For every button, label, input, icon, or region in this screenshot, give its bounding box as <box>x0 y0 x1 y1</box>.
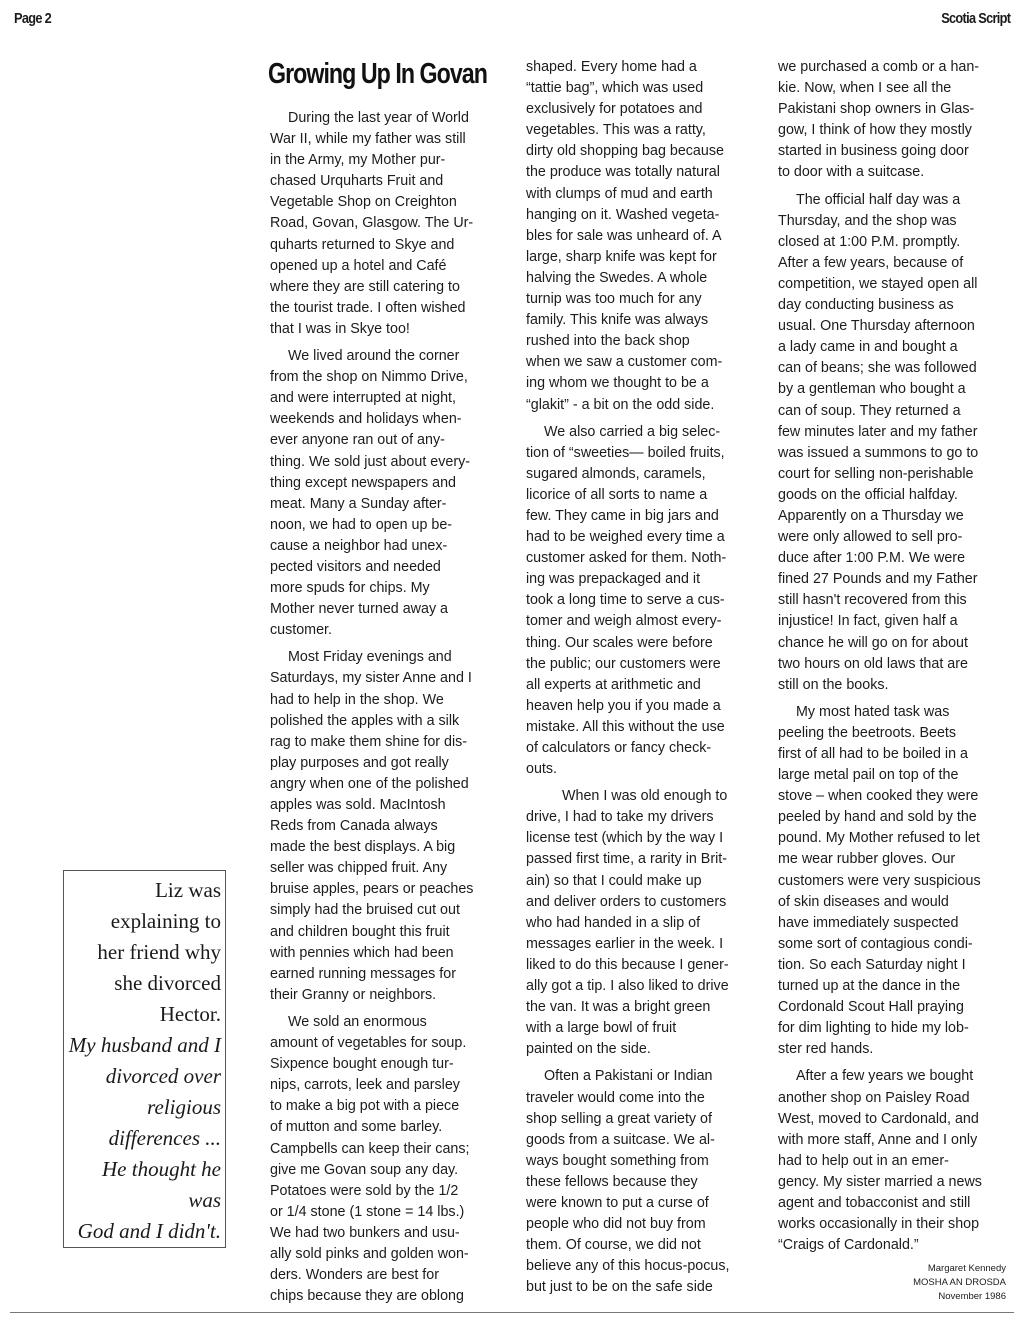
text-line: ders. Wonders are best for <box>270 1267 439 1284</box>
text-line: turned up at the dance in the <box>778 978 961 995</box>
text-line: some sort of contagious condi- <box>778 935 973 952</box>
text-line: of mutton and some barley. <box>270 1119 443 1136</box>
text-line: goods on the official halfday. <box>778 486 958 503</box>
text-line: that I was in Skye too! <box>270 320 410 337</box>
text-line: ways bought something from <box>526 1152 709 1169</box>
text-line: a lady came in and bought a <box>778 339 958 356</box>
text-line: was issued a summons to go to <box>778 444 979 461</box>
article-paragraph <box>270 647 502 1006</box>
text-line: tion. So each Saturday night I <box>778 956 966 973</box>
sidebar-line: My husband and I <box>68 1033 221 1057</box>
text-line: and were interrupted at night, <box>270 390 456 407</box>
article-paragraph <box>778 1066 1018 1256</box>
text-line: mistake. All this without the use <box>526 718 725 735</box>
text-line: for dim lighting to hide my lob- <box>778 1020 969 1037</box>
text-line: meat. Many a Sunday after- <box>270 495 447 512</box>
text-line: or 1/4 stone (1 stone = 14 lbs.) <box>270 1203 465 1220</box>
text-line: pound. My Mother refused to let <box>778 830 980 847</box>
text-line: passed first time, a rarity in Brit- <box>526 851 728 868</box>
text-line: Thursday, and the shop was <box>778 212 957 229</box>
text-line: shop selling a great variety of <box>526 1110 712 1127</box>
text-line: Potatoes were sold by the 1/2 <box>270 1182 459 1199</box>
text-line: me wear rubber gloves. Our <box>778 851 956 868</box>
text-line: vegetables. This was a ratty, <box>526 122 706 139</box>
text-line: still on the books. <box>778 676 889 693</box>
article-column-2 <box>526 57 761 1304</box>
bottom-rule <box>10 1312 1014 1313</box>
text-line: had to help out in an emer- <box>778 1152 949 1169</box>
text-line: ally sold pinks and golden won- <box>270 1245 469 1262</box>
text-line: the tourist trade. I often wished <box>270 299 466 316</box>
text-line: believe any of this hocus-pocus, <box>526 1258 730 1275</box>
text-line: We also carried a big selec- <box>544 423 721 440</box>
article-paragraph <box>526 1066 761 1298</box>
text-line: ally got a tip. I also liked to drive <box>526 978 729 995</box>
article-paragraph <box>526 422 761 781</box>
text-line: have immediately suspected <box>778 914 959 931</box>
text-line: Pakistani shop owners in Glas- <box>778 101 975 118</box>
text-line: Reds from Canada always <box>270 818 438 835</box>
page-number: Page 2 <box>14 10 52 27</box>
article-paragraph <box>778 57 1018 184</box>
text-line: Road, Govan, Glasgow. The Ur- <box>270 215 474 232</box>
sidebar-italic-text <box>68 1030 221 1247</box>
text-line: had to be weighed every time a <box>526 529 725 546</box>
text-line: customer asked for them. Noth- <box>526 550 727 567</box>
text-line: traveler would come into the <box>526 1089 705 1106</box>
text-line: agent and tobacconist and still <box>778 1194 971 1211</box>
text-line: rushed into the back shop <box>526 333 690 350</box>
article-column-3 <box>778 57 1018 1304</box>
text-line: still hasn't recovered from this <box>778 592 967 609</box>
byline-date: November 1986 <box>938 1291 1006 1303</box>
text-line: Often a Pakistani or Indian <box>544 1068 713 1085</box>
text-line: The official half day was a <box>796 191 961 208</box>
text-line: “glakit” - a bit on the odd side. <box>526 396 715 413</box>
text-line: the van. It was a bright green <box>526 999 711 1016</box>
text-line: “Craigs of Cardonald.” <box>778 1237 919 1254</box>
text-line: ing whom we thought to be a <box>526 375 709 392</box>
text-line: injustice! In fact, given half a <box>778 613 958 630</box>
text-line: ing was prepackaged and it <box>526 571 701 588</box>
text-line: “tattie bag”, which was used <box>526 80 704 97</box>
text-line: the public; our customers were <box>526 655 721 672</box>
text-line: West, moved to Cardonald, and <box>778 1110 979 1127</box>
text-line: tomer and weigh almost every- <box>526 613 722 630</box>
text-line: kie. Now, when I see all the <box>778 80 952 97</box>
text-line: two hours on old laws that are <box>778 655 968 672</box>
text-line: turnip was too much for any <box>526 291 702 308</box>
text-line: ster red hands. <box>778 1041 874 1058</box>
byline-source: MOSHA AN DROSDA <box>913 1277 1006 1289</box>
text-line: messages earlier in the week. I <box>526 935 724 952</box>
text-line: play purposes and got really <box>270 754 449 771</box>
text-line: We sold an enormous <box>288 1013 427 1030</box>
column-3-paragraphs <box>778 57 1018 1256</box>
sidebar-line: Liz was <box>155 878 221 902</box>
sidebar-line: explaining to <box>110 909 221 933</box>
text-line: were only allowed to sell pro- <box>778 529 963 546</box>
sidebar-line: her friend why <box>97 940 221 964</box>
text-line: and children bought this fruit <box>270 923 450 940</box>
text-line: when we saw a customer com- <box>526 354 723 371</box>
text-line: painted on the side. <box>526 1041 651 1058</box>
text-line: stove – when cooked they were <box>778 788 979 805</box>
text-line: people who did not buy from <box>526 1216 706 1233</box>
text-line: seller was chipped fruit. Any <box>270 860 448 877</box>
text-line: drive, I had to take my drivers <box>526 809 714 826</box>
text-line: licorice of all sorts to name a <box>526 486 708 503</box>
sidebar-roman-text <box>68 875 221 1030</box>
text-line: War II, while my father was still <box>270 131 466 148</box>
text-line: more spuds for chips. My <box>270 580 430 597</box>
article-paragraph <box>526 57 761 416</box>
text-line: Sixpence bought enough tur- <box>270 1056 454 1073</box>
text-line: duce after 1:00 P.M. We were <box>778 550 966 567</box>
text-line: and deliver orders to customers <box>526 893 727 910</box>
text-line: made the best displays. A big <box>270 839 456 856</box>
text-line: rag to make them shine for dis- <box>270 733 468 750</box>
text-line: peeled by hand and sold by the <box>778 809 977 826</box>
text-line: thing except newspapers and <box>270 474 456 491</box>
text-line: all experts at arithmetic and <box>526 676 701 693</box>
text-line: give me Govan soup any day. <box>270 1161 459 1178</box>
text-line: exclusively for potatoes and <box>526 101 703 118</box>
text-line: We lived around the corner <box>288 348 460 365</box>
text-line: During the last year of World <box>288 110 469 126</box>
text-line: sugared almonds, caramels, <box>526 465 706 482</box>
text-line: quharts returned to Skye and <box>270 236 455 253</box>
text-line: who had handed in a slip of <box>526 914 701 931</box>
text-line: day conducting business as <box>778 297 954 314</box>
text-line: opened up a hotel and Café <box>270 257 447 274</box>
text-line: hanging on it. Washed vegeta- <box>526 206 720 223</box>
text-line: Most Friday evenings and <box>288 649 452 666</box>
text-line: liked to do this because I gener- <box>526 956 729 973</box>
text-line: works occasionally in their shop <box>778 1216 980 1233</box>
text-line: polished the apples with a silk <box>270 712 460 729</box>
text-line: another shop on Paisley Road <box>778 1089 970 1106</box>
text-line: large, sharp knife was kept for <box>526 248 717 265</box>
text-line: by a gentleman who bought a <box>778 381 966 398</box>
byline-author: Margaret Kennedy <box>927 1263 1006 1275</box>
text-line: Apparently on a Thursday we <box>778 507 964 524</box>
article-paragraph <box>270 1012 502 1307</box>
sidebar-joke-box <box>63 870 226 1248</box>
text-line: chased Urquharts Fruit and <box>270 173 444 190</box>
text-line: simply had the bruised cut out <box>270 902 460 919</box>
text-line: of skin diseases and would <box>778 893 949 910</box>
text-line: court for selling non-perishable <box>778 465 974 482</box>
text-line: bles for sale was unheard of. A <box>526 227 722 244</box>
text-line: with clumps of mud and earth <box>526 185 713 202</box>
text-line: nips, carrots, leek and parsley <box>270 1077 460 1094</box>
text-line: When I was old enough to <box>562 788 728 805</box>
text-line: customers were very suspicious <box>778 872 981 889</box>
text-line: gow, I think of how they mostly <box>778 122 972 139</box>
sidebar-line: religious <box>147 1095 221 1119</box>
text-line: angry when one of the polished <box>270 775 469 792</box>
text-line: We had two bunkers and usu- <box>270 1224 460 1241</box>
sidebar-line: she divorced <box>114 971 221 995</box>
text-line: family. This knife was always <box>526 312 709 329</box>
text-line: we purchased a comb or a han- <box>778 59 980 75</box>
text-line: My most hated task was <box>796 703 950 720</box>
text-line: these fellows because they <box>526 1173 698 1190</box>
text-line: were known to put a curse of <box>526 1194 709 1211</box>
text-line: Cordonald Scout Hall praying <box>778 999 964 1016</box>
text-line: After a few years, because of <box>778 254 964 271</box>
text-line: few. They came in big jars and <box>526 507 719 524</box>
byline <box>778 1262 1018 1304</box>
sidebar-line: God and I didn't. <box>77 1219 221 1243</box>
text-line: to door with a suitcase. <box>778 164 925 181</box>
text-line: weekends and holidays when- <box>270 411 462 428</box>
text-line: Saturdays, my sister Anne and I <box>270 670 472 687</box>
article-paragraph <box>270 346 502 641</box>
text-line: where they are still catering to <box>270 278 460 295</box>
text-line: few minutes later and my father <box>778 423 978 440</box>
text-line: chips because they are oblong <box>270 1288 464 1305</box>
text-line: can of beans; she was followed <box>778 360 977 377</box>
text-line: pected visitors and needed <box>270 558 441 575</box>
text-line: took a long time to serve a cus- <box>526 592 725 609</box>
text-line: large metal pail on top of the <box>778 767 959 784</box>
text-line: ever anyone ran out of any- <box>270 432 445 449</box>
text-line: closed at 1:00 P.M. promptly. <box>778 233 961 250</box>
text-line: from the shop on Nimmo Drive, <box>270 369 468 386</box>
text-line: with a large bowl of fruit <box>526 1020 677 1037</box>
text-line: bruise apples, pears or peaches <box>270 881 474 898</box>
text-line: goods from a suitcase. We al- <box>526 1131 715 1148</box>
text-line: Mother never turned away a <box>270 601 449 618</box>
text-line: fined 27 Pounds and my Father <box>778 571 978 588</box>
text-line: earned running messages for <box>270 965 456 982</box>
publication-name: Scotia Script <box>940 10 1010 27</box>
text-line: dirty old shopping bag because <box>526 143 724 160</box>
text-line: competition, we stayed open all <box>778 275 978 292</box>
text-line: halving the Swedes. A whole <box>526 269 708 286</box>
text-line: shaped. Every home had a <box>526 59 697 75</box>
text-line: Vegetable Shop on Creighton <box>270 194 457 211</box>
article-paragraph <box>270 108 502 340</box>
text-line: with more staff, Anne and I only <box>778 1131 978 1148</box>
article-column-1 <box>270 108 502 1313</box>
text-line: ain) so that I could make up <box>526 872 702 889</box>
sidebar-line: divorced over <box>105 1064 221 1088</box>
text-line: usual. One Thursday afternoon <box>778 318 975 335</box>
text-line: cause a neighbor had unex- <box>270 537 448 554</box>
article-paragraph <box>526 786 761 1060</box>
text-line: chance he will go on for about <box>778 634 968 651</box>
text-line: outs. <box>526 761 557 778</box>
text-line: amount of vegetables for soup. <box>270 1035 467 1052</box>
article-title: Growing Up In Govan <box>268 58 487 90</box>
article-paragraph <box>778 190 1018 696</box>
text-line: gency. My sister married a news <box>778 1173 982 1190</box>
text-line: can of soup. They returned a <box>778 402 961 419</box>
article-paragraph <box>778 702 1018 1061</box>
text-line: noon, we had to open up be- <box>270 516 453 533</box>
text-line: Campbells can keep their cans; <box>270 1140 470 1157</box>
text-line: apples was sold. MacIntosh <box>270 797 446 813</box>
text-line: peeling the beetroots. Beets <box>778 724 957 741</box>
text-line: of calculators or fancy check- <box>526 740 712 756</box>
text-line: customer. <box>270 622 332 639</box>
text-line: had to help in the shop. We <box>270 691 444 708</box>
text-line: thing. We sold just about every- <box>270 453 470 470</box>
text-line: but just to be on the safe side <box>526 1279 713 1296</box>
text-line: the produce was totally natural <box>526 164 720 181</box>
text-line: heaven help you if you made a <box>526 697 721 714</box>
text-line: first of all had to be boiled in a <box>778 746 968 762</box>
text-line: to make a big pot with a piece <box>270 1098 460 1115</box>
text-line: their Granny or neighbors. <box>270 986 437 1003</box>
text-line: After a few years we bought <box>796 1068 974 1085</box>
text-line: in the Army, my Mother pur- <box>270 152 446 169</box>
text-line: tion of “sweeties— boiled fruits, <box>526 444 725 461</box>
sidebar-line: differences ... <box>108 1126 221 1150</box>
text-line: thing. Our scales were before <box>526 634 713 651</box>
text-line: license test (which by the way I <box>526 830 724 847</box>
sidebar-line: He thought he was <box>102 1157 221 1212</box>
text-line: with pennies which had been <box>270 944 454 961</box>
text-line: them. Of course, we did not <box>526 1237 701 1254</box>
text-line: started in business going door <box>778 143 969 160</box>
sidebar-line: Hector. <box>159 1002 221 1026</box>
